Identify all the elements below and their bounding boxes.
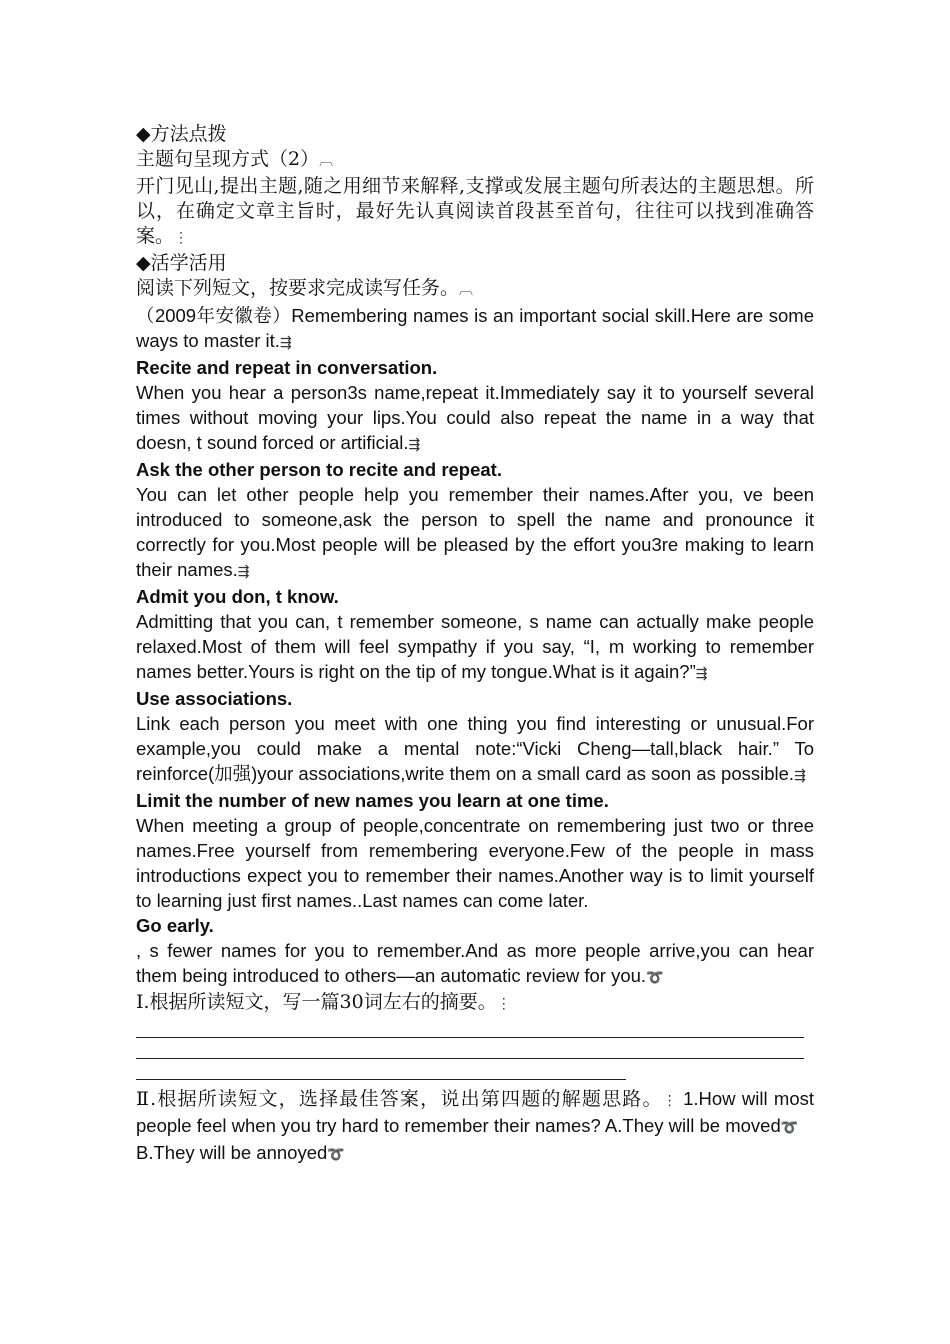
lines-mark-icon: ⇶ (408, 436, 421, 452)
instruction-line: 阅读下列短文，按要求完成读写任务。︹ (136, 277, 474, 299)
method-text: 开门见山,提出主题,随之用细节来解释,支撑或发展主题句所表达的主题思想。所以，在确定文章主旨时，最好先认真阅读首段甚至首句，往往可以找到准确答案。⋮ (136, 175, 814, 247)
section-heading: Go early. (136, 915, 214, 936)
practice-heading: ◆活学活用 (136, 252, 227, 274)
lines-mark-icon: ⇶ (279, 334, 292, 350)
topic-line: 主题句呈现方式（2）︹ (136, 148, 334, 170)
colon-mark-icon: ⋮ (496, 996, 511, 1012)
section-heading: Limit the number of new names you learn at one time. (136, 790, 609, 811)
bracket-mark-icon: ︹ (459, 282, 474, 298)
answer-line[interactable] (136, 1038, 804, 1059)
lines-mark-icon: ⇶ (237, 563, 250, 579)
section-body: When you hear a person3s name,repeat it.Immediately say it to yourself several times without moving your lips.You could also repeat the name in a way that doesn, t sound forced or artificial.⇶ (136, 382, 814, 453)
task-two: Ⅱ.根据所读短文，选择最佳答案，说出第四题的解题思路。⋮ 1.How will most people feel when you try hard to remember their names? A.They will be moved➰ (136, 1088, 815, 1136)
loop-mark-icon: ➰ (646, 969, 664, 985)
answer-line[interactable] (136, 1017, 804, 1038)
task-one: Ⅰ.根据所读短文，写一篇30词左右的摘要。⋮ (136, 991, 511, 1013)
section-heading: Ask the other person to recite and repeat. (136, 459, 502, 480)
lines-mark-icon: ⇶ (794, 767, 806, 783)
intro-paragraph: （2009年安徽卷）Remembering names is an important social skill.Here are some ways to master it.⇶ (136, 305, 814, 351)
lines-mark-icon: ⇶ (695, 665, 708, 681)
colon-mark-icon: ⋮ (662, 1092, 677, 1108)
colon-mark-icon: ⋮ (174, 230, 189, 246)
section-body: When meeting a group of people,concentrate on remembering just two or three names.Free yourself from remembering everyone.Few of the people in mass introductions expect you to remember their names.Another way is to limit yourself to learning just first names..Last names can come later. (136, 815, 814, 911)
section-heading: Admit you don, t know. (136, 586, 339, 607)
method-heading: ◆方法点拨 (136, 123, 227, 145)
option-b: B.They will be annoyed➰ (136, 1142, 345, 1163)
document-page (136, 122, 814, 1167)
section-body: , s fewer names for you to remember.And as more people arrive,you can hear them being introduced to others—an automatic review for you.➰ (136, 940, 814, 986)
section-body: Admitting that you can, t remember someone, s name can actually make people relaxed.Most of them will feel sympathy if you say, “I, m working to remember names better.Yours is right on the tip of my tongue.What is it again?”⇶ (136, 611, 814, 682)
answer-line[interactable] (136, 1059, 626, 1080)
loop-mark-icon: ➰ (327, 1146, 345, 1162)
section-heading: Recite and repeat in conversation. (136, 357, 438, 378)
bracket-mark-icon: ︹ (319, 153, 334, 169)
loop-mark-icon: ➰ (780, 1119, 799, 1135)
section-body: Link each person you meet with one thing you find interesting or unusual.For example,you could make a mental note:“Vicki Cheng—tall,black hair.” To reinforce(加强)your associations,write them on a small card as soon as possible.⇶ (136, 713, 814, 784)
section-body: You can let other people help you remember their names.After you, ve been introduced to someone,ask the person to spell the name and pronounce it correctly for you.Most people will be pleased by the effort you3re making to learn their names.⇶ (136, 484, 814, 580)
section-heading: Use associations. (136, 688, 293, 709)
